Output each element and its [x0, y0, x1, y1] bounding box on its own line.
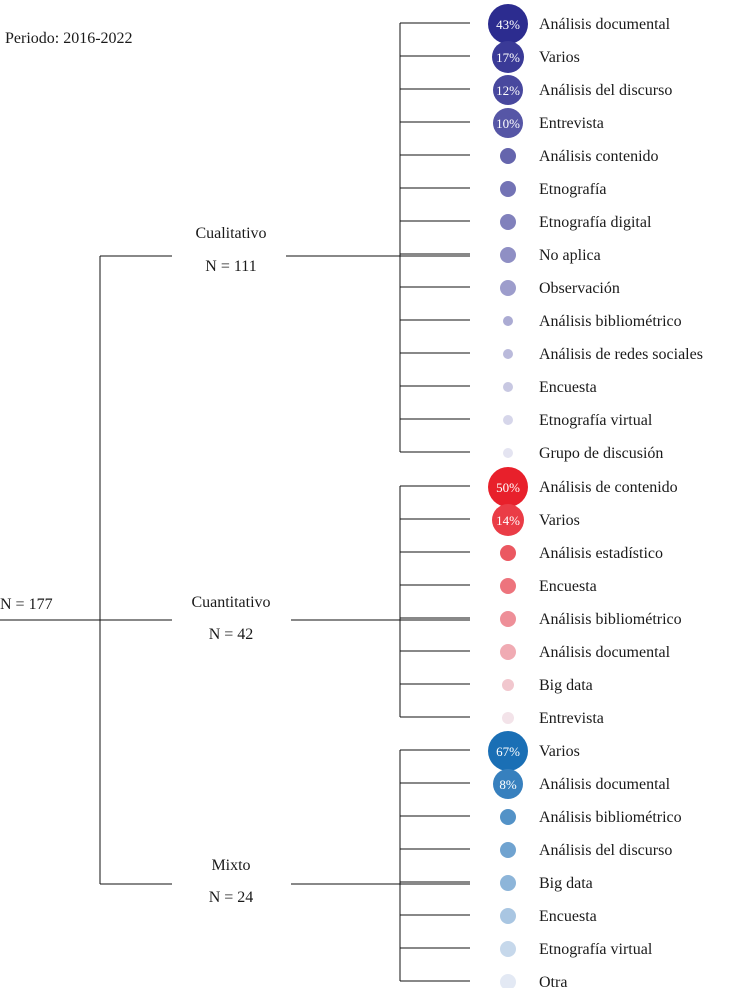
- share-pct-cualitativo: 12%: [496, 83, 520, 98]
- share-circle-cualitativo: [500, 214, 516, 230]
- leaf-label-cualitativo: Etnografía: [539, 181, 607, 198]
- leaf-label-cuantitativo: Big data: [539, 677, 593, 694]
- leaf-label-cualitativo: Varios: [539, 49, 580, 66]
- leaf-label-mixto: Otra: [539, 974, 568, 988]
- leaf-label-mixto: Análisis bibliométrico: [539, 809, 682, 826]
- leaf-label-mixto: Análisis documental: [539, 776, 671, 793]
- leaf-label-cualitativo: Entrevista: [539, 115, 604, 132]
- leaf-label-cualitativo: No aplica: [539, 247, 601, 264]
- leaf-label-cuantitativo: Análisis estadístico: [539, 545, 663, 562]
- leaf-label-cualitativo: Grupo de discusión: [539, 445, 664, 462]
- share-circle-mixto: [500, 941, 516, 957]
- leaf-label-cualitativo: Etnografía virtual: [539, 412, 653, 429]
- share-circle-cualitativo: [500, 280, 516, 296]
- share-pct-cuantitativo: 14%: [496, 513, 520, 528]
- leaf-label-mixto: Encuesta: [539, 908, 597, 925]
- share-circle-cualitativo: [503, 415, 513, 425]
- group-n-cuantitativo: N = 42: [208, 626, 254, 643]
- share-circle-cualitativo: [500, 148, 516, 164]
- share-pct-mixto: 67%: [496, 744, 520, 759]
- share-circle-cualitativo: [503, 316, 513, 326]
- leaf-label-cuantitativo: Análisis bibliométrico: [539, 611, 682, 628]
- share-circle-cualitativo: [500, 247, 516, 263]
- share-circle-cuantitativo: [502, 679, 514, 691]
- root-total-label: N = 177: [0, 596, 53, 613]
- leaf-label-cualitativo: Análisis de redes sociales: [539, 346, 703, 363]
- group-n-cualitativo: N = 111: [205, 258, 257, 275]
- share-circle-mixto: [500, 809, 516, 825]
- leaf-label-cualitativo: Análisis contenido: [539, 148, 659, 165]
- share-circle-mixto: [500, 875, 516, 891]
- share-circle-mixto: [500, 842, 516, 858]
- share-circle-cualitativo: [503, 349, 513, 359]
- group-name-cualitativo: Cualitativo: [195, 225, 267, 242]
- leaf-label-cualitativo: Encuesta: [539, 379, 597, 396]
- group-n-mixto: N = 24: [208, 889, 254, 906]
- share-circle-cuantitativo: [500, 578, 516, 594]
- leaf-label-cuantitativo: Análisis de contenido: [539, 479, 678, 496]
- leaf-label-mixto: Varios: [539, 743, 580, 760]
- share-circle-cualitativo: [500, 181, 516, 197]
- group-name-cuantitativo: Cuantitativo: [191, 594, 271, 611]
- leaf-label-cualitativo: Observación: [539, 280, 620, 297]
- share-circle-mixto: [500, 974, 516, 988]
- share-pct-mixto: 8%: [499, 777, 517, 792]
- share-circle-cualitativo: [503, 448, 513, 458]
- share-circle-cuantitativo: [502, 712, 514, 724]
- share-pct-cualitativo: 17%: [496, 50, 520, 65]
- leaf-label-cuantitativo: Encuesta: [539, 578, 597, 595]
- leaf-label-mixto: Big data: [539, 875, 593, 892]
- leaf-label-cuantitativo: Análisis documental: [539, 644, 671, 661]
- leaf-label-mixto: Análisis del discurso: [539, 842, 673, 859]
- leaf-label-cuantitativo: Entrevista: [539, 710, 604, 727]
- share-pct-cualitativo: 10%: [496, 116, 520, 131]
- share-circle-cuantitativo: [500, 644, 516, 660]
- share-circle-cuantitativo: [500, 545, 516, 561]
- period-label: Periodo: 2016-2022: [5, 30, 133, 47]
- leaf-label-cualitativo: Análisis bibliométrico: [539, 313, 682, 330]
- group-name-mixto: Mixto: [211, 857, 251, 874]
- share-circle-cuantitativo: [500, 611, 516, 627]
- leaf-label-cuantitativo: Varios: [539, 512, 580, 529]
- share-pct-cuantitativo: 50%: [496, 480, 520, 495]
- leaf-label-cualitativo: Etnografía digital: [539, 214, 652, 231]
- leaf-label-mixto: Etnografía virtual: [539, 941, 653, 958]
- share-circle-mixto: [500, 908, 516, 924]
- leaf-label-cualitativo: Análisis del discurso: [539, 82, 673, 99]
- leaf-label-cualitativo: Análisis documental: [539, 16, 671, 33]
- share-circle-cualitativo: [503, 382, 513, 392]
- share-pct-cualitativo: 43%: [496, 17, 520, 32]
